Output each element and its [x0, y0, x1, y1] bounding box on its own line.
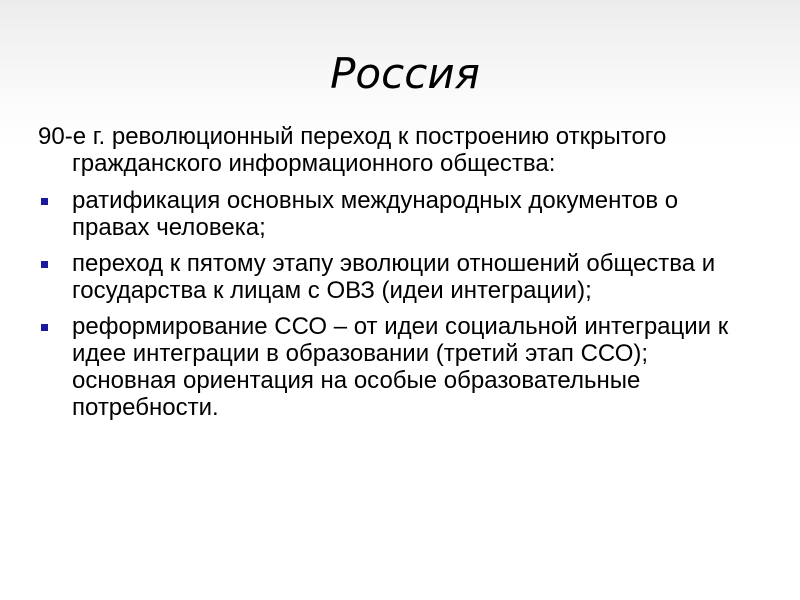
list-item — [38, 313, 738, 421]
slide-title: Россия — [330, 49, 480, 98]
bullet-text: ратификация основных международных документов о правах человека; — [72, 187, 679, 241]
bullet-text: реформирование ССО – от идеи социальной интеграции к идее интеграции в образовании (третий этап ССО); основная ориентация на особые образовательные потребности. — [72, 313, 729, 421]
square-bullet-icon — [41, 261, 48, 268]
slide-body — [38, 123, 738, 430]
list-item — [38, 187, 738, 241]
square-bullet-icon — [41, 324, 48, 331]
square-bullet-icon — [41, 198, 48, 205]
list-item — [38, 250, 738, 304]
lead-paragraph: 90-е г. революционный переход к построению открытого гражданского информационного общества: — [38, 123, 667, 177]
bullet-list — [38, 187, 738, 421]
bullet-text: переход к пятому этапу эволюции отношений общества и государства к лицам с ОВЗ (идеи интеграции); — [72, 250, 716, 304]
